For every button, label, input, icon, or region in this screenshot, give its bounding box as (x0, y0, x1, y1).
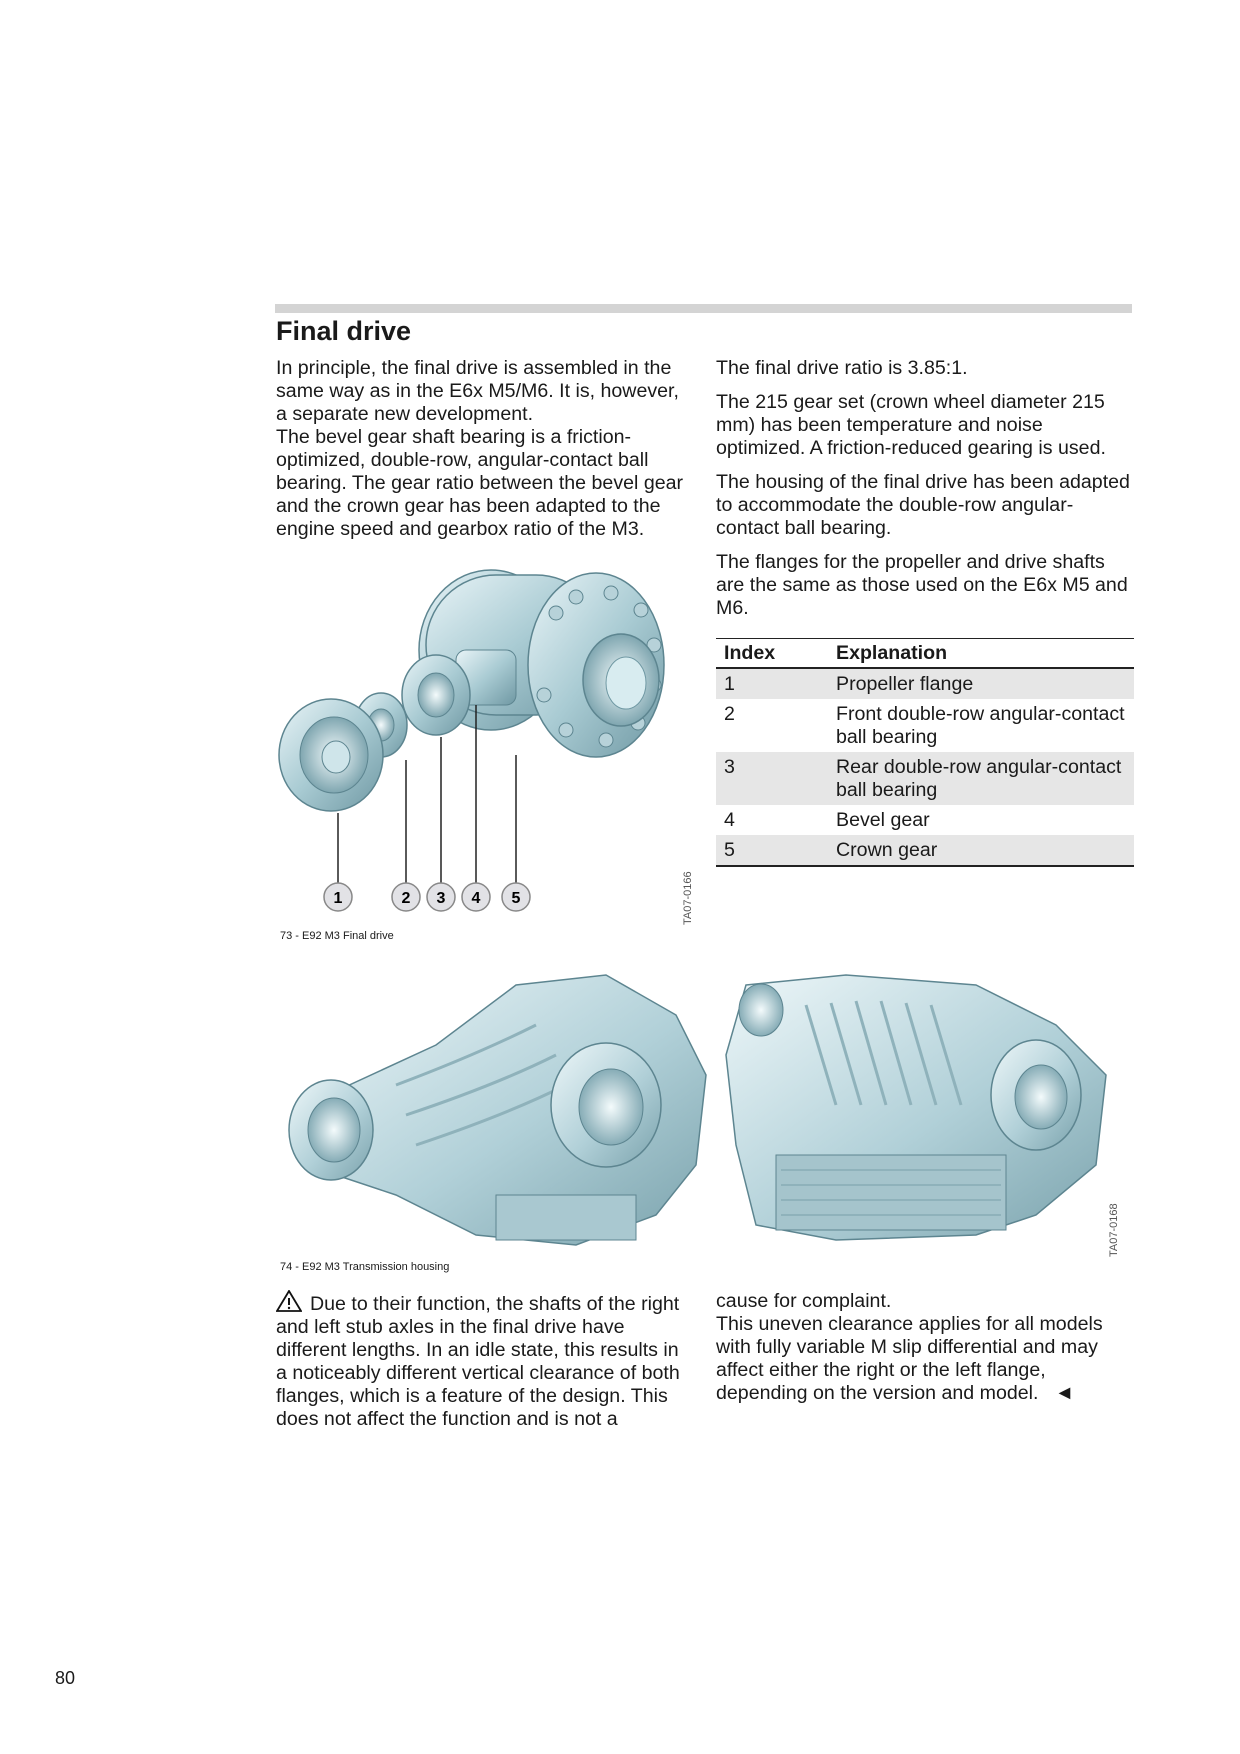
index-cell: 2 (724, 703, 735, 725)
page-number: 80 (55, 1668, 76, 1688)
explanation-cell: Rear double-row angular-contact ball bearing (828, 752, 1134, 805)
index-table (716, 638, 1134, 867)
callout-4 (462, 883, 490, 911)
index-cell: 4 (724, 809, 735, 831)
explanation-cell: Front double-row angular-contact ball bearing (836, 703, 1125, 748)
table-row (716, 668, 1134, 699)
table-row (716, 752, 1134, 805)
svg-text:4: 4 (471, 890, 481, 907)
index-cell: 5 (716, 835, 828, 866)
svg-text:1: 1 (333, 890, 343, 907)
housing-paragraph: The housing of the final drive has been adapted to accommodate the double-row angular-contact ball bearing. (716, 471, 1130, 539)
callout-1 (324, 883, 352, 911)
warning-text: Due to their function, the shafts of the right and left stub axles in the final drive have different lengths. In an idle state, this results in a noticeably different vertical clearance of both flanges, which is a feature of the design. This does not affect the function and is not a (276, 1293, 680, 1430)
warning-right (716, 1290, 1132, 1405)
warning-clearance-text (716, 1313, 1132, 1405)
warning-paragraph (276, 1290, 691, 1431)
section-title: Final drive (276, 316, 412, 346)
index-cell: 1 (716, 668, 828, 699)
intro-paragraph: In principle, the final drive is assembled in the same way as in the E6x M5/M6. It is, however, a separate new development. (276, 357, 679, 425)
left-column (276, 357, 691, 552)
warning-continuation: cause for complaint. (716, 1290, 892, 1312)
svg-text:3: 3 (436, 890, 446, 907)
index-header: Index (716, 639, 828, 669)
figure74-code: TA07-0168 (1108, 1203, 1120, 1257)
index-cell: 3 (716, 752, 828, 805)
figure73-caption: 73 - E92 M3 Final drive (280, 930, 394, 942)
svg-text:5: 5 (511, 890, 521, 907)
callout-2 (392, 883, 420, 911)
explanation-cell: Propeller flange (828, 668, 1134, 699)
table-row (716, 699, 1134, 752)
bearing-paragraph: The bevel gear shaft bearing is a friction-optimized, double-row, angular-contact ball bearing. The gear ratio between the bevel gear and the crown gear has been adapted to the engine speed and gearbox ratio of the M3. (276, 426, 684, 540)
right-column (716, 357, 1132, 631)
flanges-paragraph: The flanges for the propeller and drive shafts are the same as those used on the E6x M5 and M6. (716, 551, 1128, 619)
transmission-housing-figure (276, 965, 1136, 1255)
gearset-paragraph: The 215 gear set (crown wheel diameter 215 mm) has been temperature and noise optimized. A friction-reduced gearing is used. (716, 391, 1106, 459)
svg-text:2: 2 (401, 890, 411, 907)
end-marker: ◄ (1054, 1382, 1075, 1404)
explanation-header: Explanation (828, 639, 1134, 669)
clearance-text: This uneven clearance applies for all models with fully variable M slip differential and may affect either the right or the left flange, depending on the version and model. (716, 1313, 1103, 1404)
section-header-bar (275, 304, 1132, 313)
callout-3 (427, 883, 455, 911)
figure73-code: TA07-0166 (682, 871, 694, 925)
explanation-cell: Bevel gear (836, 809, 930, 831)
ratio-paragraph: The final drive ratio is 3.85:1. (716, 357, 968, 379)
table-row (716, 835, 1134, 866)
callout-5 (502, 883, 530, 911)
table-header-row (716, 639, 1134, 669)
warning-triangle-icon (276, 1290, 302, 1312)
explanation-cell: Crown gear (828, 835, 1134, 866)
figure74-caption: 74 - E92 M3 Transmission housing (280, 1261, 450, 1273)
table-row (716, 805, 1134, 835)
final-drive-figure (276, 555, 706, 925)
warning-left (276, 1290, 691, 1431)
